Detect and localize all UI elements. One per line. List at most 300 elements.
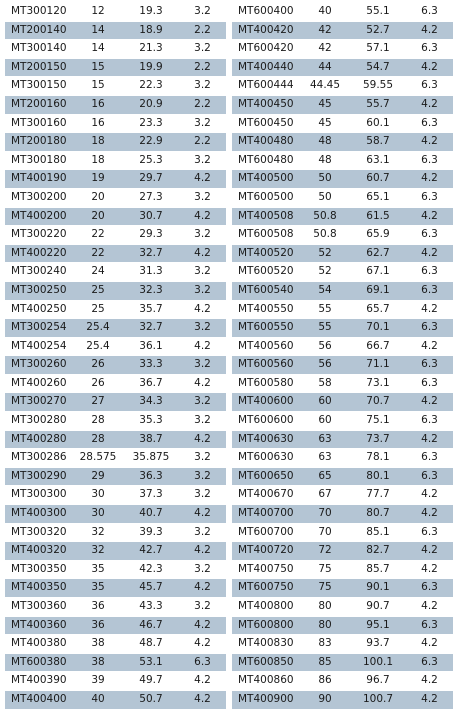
thickness-cell: 6.3 <box>406 412 453 431</box>
thickness-cell: 6.3 <box>406 263 453 282</box>
thickness-cell: 3.2 <box>179 560 226 579</box>
part-number-cell: MT600600 <box>232 412 300 431</box>
table-row <box>5 542 226 561</box>
outer-diameter-cell: 77.7 <box>350 486 406 505</box>
outer-diameter-cell: 52.7 <box>350 21 406 40</box>
inner-diameter-cell: 55 <box>300 300 350 319</box>
outer-diameter-cell: 71.1 <box>350 356 406 375</box>
outer-diameter-cell: 22.3 <box>123 77 179 96</box>
thickness-cell: 6.3 <box>406 114 453 133</box>
table-row <box>232 226 453 245</box>
table-row <box>232 207 453 226</box>
outer-diameter-cell: 40.7 <box>123 505 179 524</box>
outer-diameter-cell: 42.3 <box>123 560 179 579</box>
table-row <box>5 430 226 449</box>
inner-diameter-cell: 35 <box>73 579 123 598</box>
outer-diameter-cell: 35.7 <box>123 300 179 319</box>
inner-diameter-cell: 39 <box>73 672 123 691</box>
inner-diameter-cell: 48 <box>300 133 350 152</box>
inner-diameter-cell: 14 <box>73 21 123 40</box>
outer-diameter-cell: 96.7 <box>350 672 406 691</box>
thickness-cell: 4.2 <box>406 486 453 505</box>
table-row <box>5 598 226 617</box>
table-row <box>232 635 453 654</box>
inner-diameter-cell: 14 <box>73 40 123 59</box>
thickness-cell: 6.3 <box>406 653 453 672</box>
outer-diameter-cell: 58.7 <box>350 133 406 152</box>
inner-diameter-cell: 70 <box>300 505 350 524</box>
part-number-cell: MT600700 <box>232 523 300 542</box>
table-row <box>232 356 453 375</box>
inner-diameter-cell: 25.4 <box>73 319 123 338</box>
inner-diameter-cell: 38 <box>73 635 123 654</box>
thickness-cell: 4.2 <box>179 672 226 691</box>
thickness-cell: 4.2 <box>179 616 226 635</box>
part-number-cell: MT400300 <box>5 505 73 524</box>
table-row <box>232 114 453 133</box>
thickness-cell: 3.2 <box>179 598 226 617</box>
part-number-cell: MT600560 <box>232 356 300 375</box>
outer-diameter-cell: 69.1 <box>350 281 406 300</box>
outer-diameter-cell: 32.3 <box>123 281 179 300</box>
part-number-cell: MT300254 <box>5 319 73 338</box>
outer-diameter-cell: 36.3 <box>123 467 179 486</box>
inner-diameter-cell: 52 <box>300 263 350 282</box>
part-number-cell: MT300140 <box>5 40 73 59</box>
table-row <box>232 430 453 449</box>
table-row <box>232 412 453 431</box>
part-number-cell: MT400320 <box>5 542 73 561</box>
inner-diameter-cell: 56 <box>300 356 350 375</box>
table-row <box>232 281 453 300</box>
outer-diameter-cell: 18.9 <box>123 21 179 40</box>
thickness-cell: 4.2 <box>179 374 226 393</box>
outer-diameter-cell: 65.7 <box>350 300 406 319</box>
part-number-cell: MT400250 <box>5 300 73 319</box>
table-row <box>232 393 453 412</box>
part-number-cell: MT300300 <box>5 486 73 505</box>
table-row <box>5 690 226 709</box>
thickness-cell: 4.2 <box>406 635 453 654</box>
part-number-cell: MT400900 <box>232 690 300 709</box>
thickness-cell: 4.2 <box>406 672 453 691</box>
part-number-cell: MT600508 <box>232 226 300 245</box>
table-row <box>5 523 226 542</box>
thickness-cell: 6.3 <box>406 226 453 245</box>
outer-diameter-cell: 21.3 <box>123 40 179 59</box>
outer-diameter-cell: 34.3 <box>123 393 179 412</box>
part-number-cell: MT400440 <box>232 58 300 77</box>
part-number-cell: MT600800 <box>232 616 300 635</box>
thickness-cell: 4.2 <box>406 21 453 40</box>
outer-diameter-cell: 45.7 <box>123 579 179 598</box>
outer-diameter-cell: 36.7 <box>123 374 179 393</box>
outer-diameter-cell: 22.9 <box>123 133 179 152</box>
table-row <box>232 3 453 21</box>
thickness-cell: 4.2 <box>406 393 453 412</box>
table-row <box>5 374 226 393</box>
inner-diameter-cell: 36 <box>73 598 123 617</box>
table-row <box>232 21 453 40</box>
thickness-cell: 3.2 <box>179 281 226 300</box>
outer-diameter-cell: 85.7 <box>350 560 406 579</box>
inner-diameter-cell: 20 <box>73 207 123 226</box>
table-row <box>5 635 226 654</box>
outer-diameter-cell: 90.7 <box>350 598 406 617</box>
thickness-cell: 4.2 <box>179 244 226 263</box>
thickness-cell: 4.2 <box>406 430 453 449</box>
table-row <box>5 281 226 300</box>
thickness-cell: 6.3 <box>406 374 453 393</box>
part-number-cell: MT600580 <box>232 374 300 393</box>
table-row <box>5 449 226 468</box>
table-row <box>5 188 226 207</box>
thickness-cell: 3.2 <box>179 77 226 96</box>
table-row <box>5 412 226 431</box>
inner-diameter-cell: 35 <box>73 560 123 579</box>
table-row <box>5 486 226 505</box>
inner-diameter-cell: 24 <box>73 263 123 282</box>
table-row <box>5 300 226 319</box>
part-number-cell: MT600380 <box>5 653 73 672</box>
table-row <box>232 95 453 114</box>
outer-diameter-cell: 50.7 <box>123 690 179 709</box>
part-number-cell: MT400200 <box>5 207 73 226</box>
inner-diameter-cell: 38 <box>73 653 123 672</box>
thickness-cell: 6.3 <box>406 616 453 635</box>
table-row <box>5 58 226 77</box>
part-number-cell: MT300250 <box>5 281 73 300</box>
inner-diameter-cell: 22 <box>73 244 123 263</box>
inner-diameter-cell: 15 <box>73 77 123 96</box>
inner-diameter-cell: 28 <box>73 430 123 449</box>
table-row <box>5 133 226 152</box>
table-row <box>5 356 226 375</box>
inner-diameter-cell: 63 <box>300 449 350 468</box>
part-number-cell: MT600540 <box>232 281 300 300</box>
part-number-cell: MT400860 <box>232 672 300 691</box>
outer-diameter-cell: 100.7 <box>350 690 406 709</box>
part-number-cell: MT400220 <box>5 244 73 263</box>
inner-diameter-cell: 32 <box>73 542 123 561</box>
table-row <box>5 77 226 96</box>
inner-diameter-cell: 85 <box>300 653 350 672</box>
inner-diameter-cell: 15 <box>73 58 123 77</box>
thickness-cell: 4.2 <box>406 244 453 263</box>
inner-diameter-cell: 75 <box>300 579 350 598</box>
outer-diameter-cell: 73.7 <box>350 430 406 449</box>
part-number-cell: MT600750 <box>232 579 300 598</box>
outer-diameter-cell: 32.7 <box>123 244 179 263</box>
thickness-cell: 4.2 <box>406 542 453 561</box>
table-row <box>5 21 226 40</box>
part-number-cell: MT300160 <box>5 114 73 133</box>
outer-diameter-cell: 42.7 <box>123 542 179 561</box>
outer-diameter-cell: 19.9 <box>123 58 179 77</box>
thickness-cell: 4.2 <box>179 430 226 449</box>
inner-diameter-cell: 80 <box>300 598 350 617</box>
table-row <box>232 505 453 524</box>
inner-diameter-cell: 28 <box>73 412 123 431</box>
inner-diameter-cell: 50 <box>300 170 350 189</box>
part-number-cell: MT400380 <box>5 635 73 654</box>
inner-diameter-cell: 55 <box>300 319 350 338</box>
thickness-cell: 4.2 <box>179 170 226 189</box>
outer-diameter-cell: 60.7 <box>350 170 406 189</box>
thickness-cell: 4.2 <box>179 337 226 356</box>
table-row <box>232 133 453 152</box>
outer-diameter-cell: 61.5 <box>350 207 406 226</box>
parts-table-right <box>232 3 453 710</box>
part-number-cell: MT200150 <box>5 58 73 77</box>
outer-diameter-cell: 32.7 <box>123 319 179 338</box>
thickness-cell: 3.2 <box>179 151 226 170</box>
part-number-cell: MT300290 <box>5 467 73 486</box>
inner-diameter-cell: 54 <box>300 281 350 300</box>
outer-diameter-cell: 62.7 <box>350 244 406 263</box>
table-row <box>5 653 226 672</box>
part-number-cell: MT400280 <box>5 430 73 449</box>
part-number-cell: MT200180 <box>5 133 73 152</box>
part-number-cell: MT400400 <box>5 690 73 709</box>
table-row <box>232 672 453 691</box>
table-row <box>232 40 453 59</box>
inner-diameter-cell: 90 <box>300 690 350 709</box>
thickness-cell: 6.3 <box>406 40 453 59</box>
part-number-cell: MT400560 <box>232 337 300 356</box>
inner-diameter-cell: 25.4 <box>73 337 123 356</box>
part-number-cell: MT300180 <box>5 151 73 170</box>
part-number-cell: MT300220 <box>5 226 73 245</box>
table-row <box>232 77 453 96</box>
thickness-cell: 3.2 <box>179 523 226 542</box>
table-row <box>232 467 453 486</box>
inner-diameter-cell: 56 <box>300 337 350 356</box>
inner-diameter-cell: 40 <box>73 690 123 709</box>
thickness-cell: 4.2 <box>406 58 453 77</box>
part-number-cell: MT300200 <box>5 188 73 207</box>
table-row <box>5 579 226 598</box>
outer-diameter-cell: 55.7 <box>350 95 406 114</box>
inner-diameter-cell: 44 <box>300 58 350 77</box>
part-number-cell: MT400700 <box>232 505 300 524</box>
thickness-cell: 4.2 <box>179 542 226 561</box>
thickness-cell: 6.3 <box>406 579 453 598</box>
thickness-cell: 2.2 <box>179 133 226 152</box>
inner-diameter-cell: 16 <box>73 114 123 133</box>
outer-diameter-cell: 95.1 <box>350 616 406 635</box>
inner-diameter-cell: 65 <box>300 467 350 486</box>
table-row <box>232 560 453 579</box>
thickness-cell: 6.3 <box>179 653 226 672</box>
inner-diameter-cell: 32 <box>73 523 123 542</box>
thickness-cell: 4.2 <box>179 207 226 226</box>
inner-diameter-cell: 22 <box>73 226 123 245</box>
part-number-cell: MT300350 <box>5 560 73 579</box>
table-row <box>5 3 226 21</box>
table-row <box>232 598 453 617</box>
thickness-cell: 6.3 <box>406 3 453 21</box>
thickness-cell: 4.2 <box>406 598 453 617</box>
table-row <box>5 40 226 59</box>
part-number-cell: MT300150 <box>5 77 73 96</box>
part-number-cell: MT400360 <box>5 616 73 635</box>
outer-diameter-cell: 53.1 <box>123 653 179 672</box>
table-row <box>5 560 226 579</box>
outer-diameter-cell: 57.1 <box>350 40 406 59</box>
table-row <box>5 244 226 263</box>
outer-diameter-cell: 67.1 <box>350 263 406 282</box>
outer-diameter-cell: 93.7 <box>350 635 406 654</box>
thickness-cell: 6.3 <box>406 319 453 338</box>
inner-diameter-cell: 72 <box>300 542 350 561</box>
part-number-cell: MT600420 <box>232 40 300 59</box>
outer-diameter-cell: 54.7 <box>350 58 406 77</box>
outer-diameter-cell: 37.3 <box>123 486 179 505</box>
inner-diameter-cell: 70 <box>300 523 350 542</box>
table-row <box>5 337 226 356</box>
inner-diameter-cell: 50.8 <box>300 226 350 245</box>
part-number-cell: MT400260 <box>5 374 73 393</box>
thickness-cell: 3.2 <box>179 3 226 21</box>
table-row <box>5 467 226 486</box>
outer-diameter-cell: 36.1 <box>123 337 179 356</box>
part-number-cell: MT400750 <box>232 560 300 579</box>
part-number-cell: MT400500 <box>232 170 300 189</box>
inner-diameter-cell: 80 <box>300 616 350 635</box>
inner-diameter-cell: 44.45 <box>300 77 350 96</box>
thickness-cell: 4.2 <box>179 690 226 709</box>
table-row <box>5 672 226 691</box>
outer-diameter-cell: 29.3 <box>123 226 179 245</box>
table-row <box>232 337 453 356</box>
part-number-cell: MT200140 <box>5 21 73 40</box>
part-number-cell: MT300260 <box>5 356 73 375</box>
outer-diameter-cell: 31.3 <box>123 263 179 282</box>
inner-diameter-cell: 18 <box>73 133 123 152</box>
outer-diameter-cell: 23.3 <box>123 114 179 133</box>
part-number-cell: MT300280 <box>5 412 73 431</box>
inner-diameter-cell: 20 <box>73 188 123 207</box>
outer-diameter-cell: 46.7 <box>123 616 179 635</box>
thickness-cell: 2.2 <box>179 95 226 114</box>
outer-diameter-cell: 33.3 <box>123 356 179 375</box>
part-number-cell: MT300286 <box>5 449 73 468</box>
inner-diameter-cell: 52 <box>300 244 350 263</box>
inner-diameter-cell: 12 <box>73 3 123 21</box>
inner-diameter-cell: 30 <box>73 505 123 524</box>
inner-diameter-cell: 50 <box>300 188 350 207</box>
table-row <box>232 58 453 77</box>
thickness-cell: 4.2 <box>406 690 453 709</box>
table-row <box>5 226 226 245</box>
outer-diameter-cell: 75.1 <box>350 412 406 431</box>
inner-diameter-cell: 40 <box>300 3 350 21</box>
outer-diameter-cell: 35.3 <box>123 412 179 431</box>
table-row <box>5 170 226 189</box>
inner-diameter-cell: 75 <box>300 560 350 579</box>
inner-diameter-cell: 45 <box>300 114 350 133</box>
part-number-cell: MT400450 <box>232 95 300 114</box>
thickness-cell: 3.2 <box>179 467 226 486</box>
table-row <box>232 579 453 598</box>
outer-diameter-cell: 25.3 <box>123 151 179 170</box>
part-number-cell: MT600520 <box>232 263 300 282</box>
outer-diameter-cell: 19.3 <box>123 3 179 21</box>
part-number-cell: MT400190 <box>5 170 73 189</box>
part-number-cell: MT400520 <box>232 244 300 263</box>
part-number-cell: MT200160 <box>5 95 73 114</box>
inner-diameter-cell: 86 <box>300 672 350 691</box>
outer-diameter-cell: 65.1 <box>350 188 406 207</box>
thickness-cell: 3.2 <box>179 263 226 282</box>
part-number-cell: MT400254 <box>5 337 73 356</box>
inner-diameter-cell: 42 <box>300 21 350 40</box>
part-number-cell: MT300320 <box>5 523 73 542</box>
inner-diameter-cell: 28.575 <box>73 449 123 468</box>
table-row <box>232 653 453 672</box>
part-number-cell: MT400508 <box>232 207 300 226</box>
thickness-cell: 6.3 <box>406 151 453 170</box>
table-row <box>5 319 226 338</box>
part-number-cell: MT400350 <box>5 579 73 598</box>
thickness-cell: 4.2 <box>406 133 453 152</box>
table-row <box>232 374 453 393</box>
thickness-cell: 4.2 <box>406 170 453 189</box>
thickness-cell: 4.2 <box>179 505 226 524</box>
inner-diameter-cell: 63 <box>300 430 350 449</box>
outer-diameter-cell: 70.1 <box>350 319 406 338</box>
outer-diameter-cell: 38.7 <box>123 430 179 449</box>
thickness-cell: 4.2 <box>406 560 453 579</box>
part-number-cell: MT400600 <box>232 393 300 412</box>
part-number-cell: MT600650 <box>232 467 300 486</box>
thickness-cell: 3.2 <box>179 114 226 133</box>
part-number-cell: MT400720 <box>232 542 300 561</box>
outer-diameter-cell: 78.1 <box>350 449 406 468</box>
thickness-cell: 2.2 <box>179 58 226 77</box>
outer-diameter-cell: 70.7 <box>350 393 406 412</box>
table-row <box>5 114 226 133</box>
thickness-cell: 4.2 <box>406 505 453 524</box>
table-row <box>5 95 226 114</box>
outer-diameter-cell: 29.7 <box>123 170 179 189</box>
inner-diameter-cell: 27 <box>73 393 123 412</box>
parts-table-left <box>5 3 226 710</box>
inner-diameter-cell: 67 <box>300 486 350 505</box>
inner-diameter-cell: 48 <box>300 151 350 170</box>
thickness-cell: 4.2 <box>406 337 453 356</box>
part-number-cell: MT600444 <box>232 77 300 96</box>
table-row <box>232 449 453 468</box>
inner-diameter-cell: 60 <box>300 393 350 412</box>
outer-diameter-cell: 82.7 <box>350 542 406 561</box>
table-row <box>232 523 453 542</box>
outer-diameter-cell: 27.3 <box>123 188 179 207</box>
outer-diameter-cell: 63.1 <box>350 151 406 170</box>
thickness-cell: 6.3 <box>406 467 453 486</box>
outer-diameter-cell: 65.9 <box>350 226 406 245</box>
outer-diameter-cell: 43.3 <box>123 598 179 617</box>
thickness-cell: 4.2 <box>406 207 453 226</box>
thickness-cell: 6.3 <box>406 188 453 207</box>
outer-diameter-cell: 66.7 <box>350 337 406 356</box>
inner-diameter-cell: 30 <box>73 486 123 505</box>
outer-diameter-cell: 48.7 <box>123 635 179 654</box>
thickness-cell: 4.2 <box>179 635 226 654</box>
outer-diameter-cell: 100.1 <box>350 653 406 672</box>
part-number-cell: MT400390 <box>5 672 73 691</box>
